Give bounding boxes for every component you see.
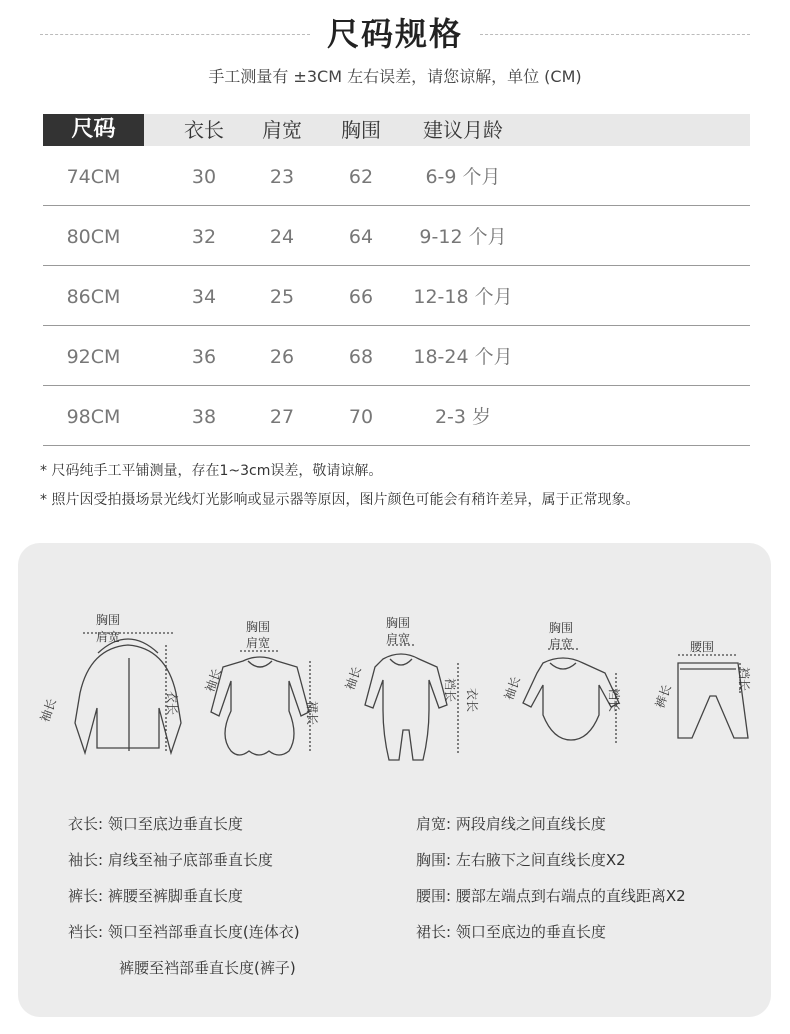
note-color: * 照片因受拍摄场景光线灯光影响或显示器等原因，图片颜色可能会有稍许差异，属于正常现象。 xyxy=(40,492,640,508)
cell-length: 32 xyxy=(191,226,217,248)
legend-item xyxy=(416,849,626,870)
romper-icon xyxy=(365,645,458,760)
header-length: 衣长 xyxy=(184,118,224,142)
jacket-length-label: 衣长 xyxy=(165,691,179,716)
jacket-sleeve-label: 袖长 xyxy=(37,696,60,725)
cell-length: 36 xyxy=(191,346,217,368)
legend-item xyxy=(68,813,243,834)
note-measurement: * 尺码纯手工平铺测量，存在1~3cm误差，敬请谅解。 xyxy=(40,463,383,479)
legend-key: 胸围: xyxy=(416,851,452,869)
cell-size: 98CM xyxy=(66,406,121,428)
cell-size: 74CM xyxy=(66,166,121,188)
cell-length: 34 xyxy=(191,286,217,308)
table-row xyxy=(43,326,750,386)
garment-diagrams xyxy=(18,583,771,813)
dress-skirt-label: 裙长 xyxy=(305,701,319,726)
legend-value: 两段肩线之间直线长度 xyxy=(455,815,606,833)
dress-shoulder-label: 肩宽 xyxy=(246,636,271,650)
legend-key: 肩宽: xyxy=(416,815,452,833)
legend-key: 袖长: xyxy=(68,851,104,869)
legend-key: 裤长: xyxy=(68,887,104,905)
cell-length: 38 xyxy=(191,406,217,428)
legend-value: 领口至底边的垂直长度 xyxy=(455,923,606,941)
title-divider-right xyxy=(480,34,750,35)
cell-length: 30 xyxy=(191,166,217,188)
dress-icon xyxy=(211,651,310,755)
legend-item xyxy=(68,921,300,942)
cell-age: 9-12 个月 xyxy=(419,226,507,248)
legend-value: 领口至裆部垂直长度(连体衣) xyxy=(107,923,300,941)
cell-shoulder: 26 xyxy=(269,346,295,368)
cell-size: 86CM xyxy=(66,286,121,308)
legend-key: 裙长: xyxy=(416,923,452,941)
cell-shoulder: 25 xyxy=(269,286,295,308)
size-table xyxy=(43,114,750,446)
dress-sleeve-label: 袖长 xyxy=(202,666,225,695)
header-shoulder: 肩宽 xyxy=(262,118,302,142)
legend-item xyxy=(416,813,606,834)
notes xyxy=(40,460,770,518)
legend-key: 腰围: xyxy=(416,887,452,905)
cell-chest: 70 xyxy=(348,406,374,428)
bodysuit-sleeve-label: 袖长 xyxy=(501,674,524,703)
legend-item xyxy=(119,957,296,978)
header-age: 建议月龄 xyxy=(423,118,503,142)
cell-chest: 66 xyxy=(348,286,374,308)
legend-value: 裤腰至裤脚垂直长度 xyxy=(107,887,243,905)
romper-crotch-label: 裆长 xyxy=(443,678,457,703)
legend-item xyxy=(416,921,606,942)
romper-chest-label: 胸围 xyxy=(386,616,411,630)
pants-length-label: 裤长 xyxy=(652,682,675,711)
jacket-shoulder-label: 肩宽 xyxy=(96,630,121,644)
cell-chest: 64 xyxy=(348,226,374,248)
bodysuit-icon xyxy=(523,649,619,743)
title-row xyxy=(40,14,750,54)
page-subtitle: 手工测量有 ±3CM 左右误差，请您谅解，单位 (CM) xyxy=(208,67,582,86)
jacket-chest-label: 胸围 xyxy=(96,613,121,627)
legend-key: 裆长: xyxy=(68,923,104,941)
cell-age: 12-18 个月 xyxy=(413,286,513,308)
cell-age: 18-24 个月 xyxy=(413,346,513,368)
header-chest: 胸围 xyxy=(341,118,381,142)
legend-item xyxy=(68,849,273,870)
legend-value: 腰部左端点到右端点的直线距离X2 xyxy=(455,887,686,905)
bodysuit-chest-label: 胸围 xyxy=(549,621,574,635)
legend-key: 衣长: xyxy=(68,815,104,833)
cell-age: 2-3 岁 xyxy=(434,406,492,428)
legend-value: 领口至底边垂直长度 xyxy=(107,815,243,833)
cell-chest: 68 xyxy=(348,346,374,368)
cell-size: 80CM xyxy=(66,226,121,248)
dress-chest-label: 胸围 xyxy=(246,620,271,634)
romper-shoulder-label: 肩宽 xyxy=(386,632,411,646)
cell-shoulder: 27 xyxy=(269,406,295,428)
romper-sleeve-label: 袖长 xyxy=(342,664,365,693)
cell-shoulder: 24 xyxy=(269,226,295,248)
legend-value: 裤腰至裆部垂直长度(裤子) xyxy=(119,959,296,977)
table-row xyxy=(43,386,750,446)
legend-value: 肩线至袖子底部垂直长度 xyxy=(107,851,273,869)
cell-chest: 62 xyxy=(348,166,374,188)
page-title: 尺码规格 xyxy=(326,15,463,53)
measurement-guide-panel xyxy=(18,543,771,1017)
legend-item xyxy=(416,885,686,906)
table-row xyxy=(43,266,750,326)
pants-waist-label: 腰围 xyxy=(690,640,715,654)
cell-size: 92CM xyxy=(66,346,121,368)
cell-shoulder: 23 xyxy=(269,166,295,188)
bodysuit-shoulder-label: 肩宽 xyxy=(549,637,574,651)
legend-value: 左右腋下之间直线长度X2 xyxy=(455,851,626,869)
cell-age: 6-9 个月 xyxy=(425,166,501,188)
bodysuit-crotch-label: 裆长 xyxy=(607,688,621,713)
romper-length-label: 衣长 xyxy=(465,688,479,713)
table-row xyxy=(43,206,750,266)
table-header xyxy=(43,114,750,146)
legend-item xyxy=(68,885,243,906)
header-size: 尺码 xyxy=(43,114,144,146)
table-row xyxy=(43,146,750,206)
pants-crotch-label: 裆长 xyxy=(737,667,751,692)
